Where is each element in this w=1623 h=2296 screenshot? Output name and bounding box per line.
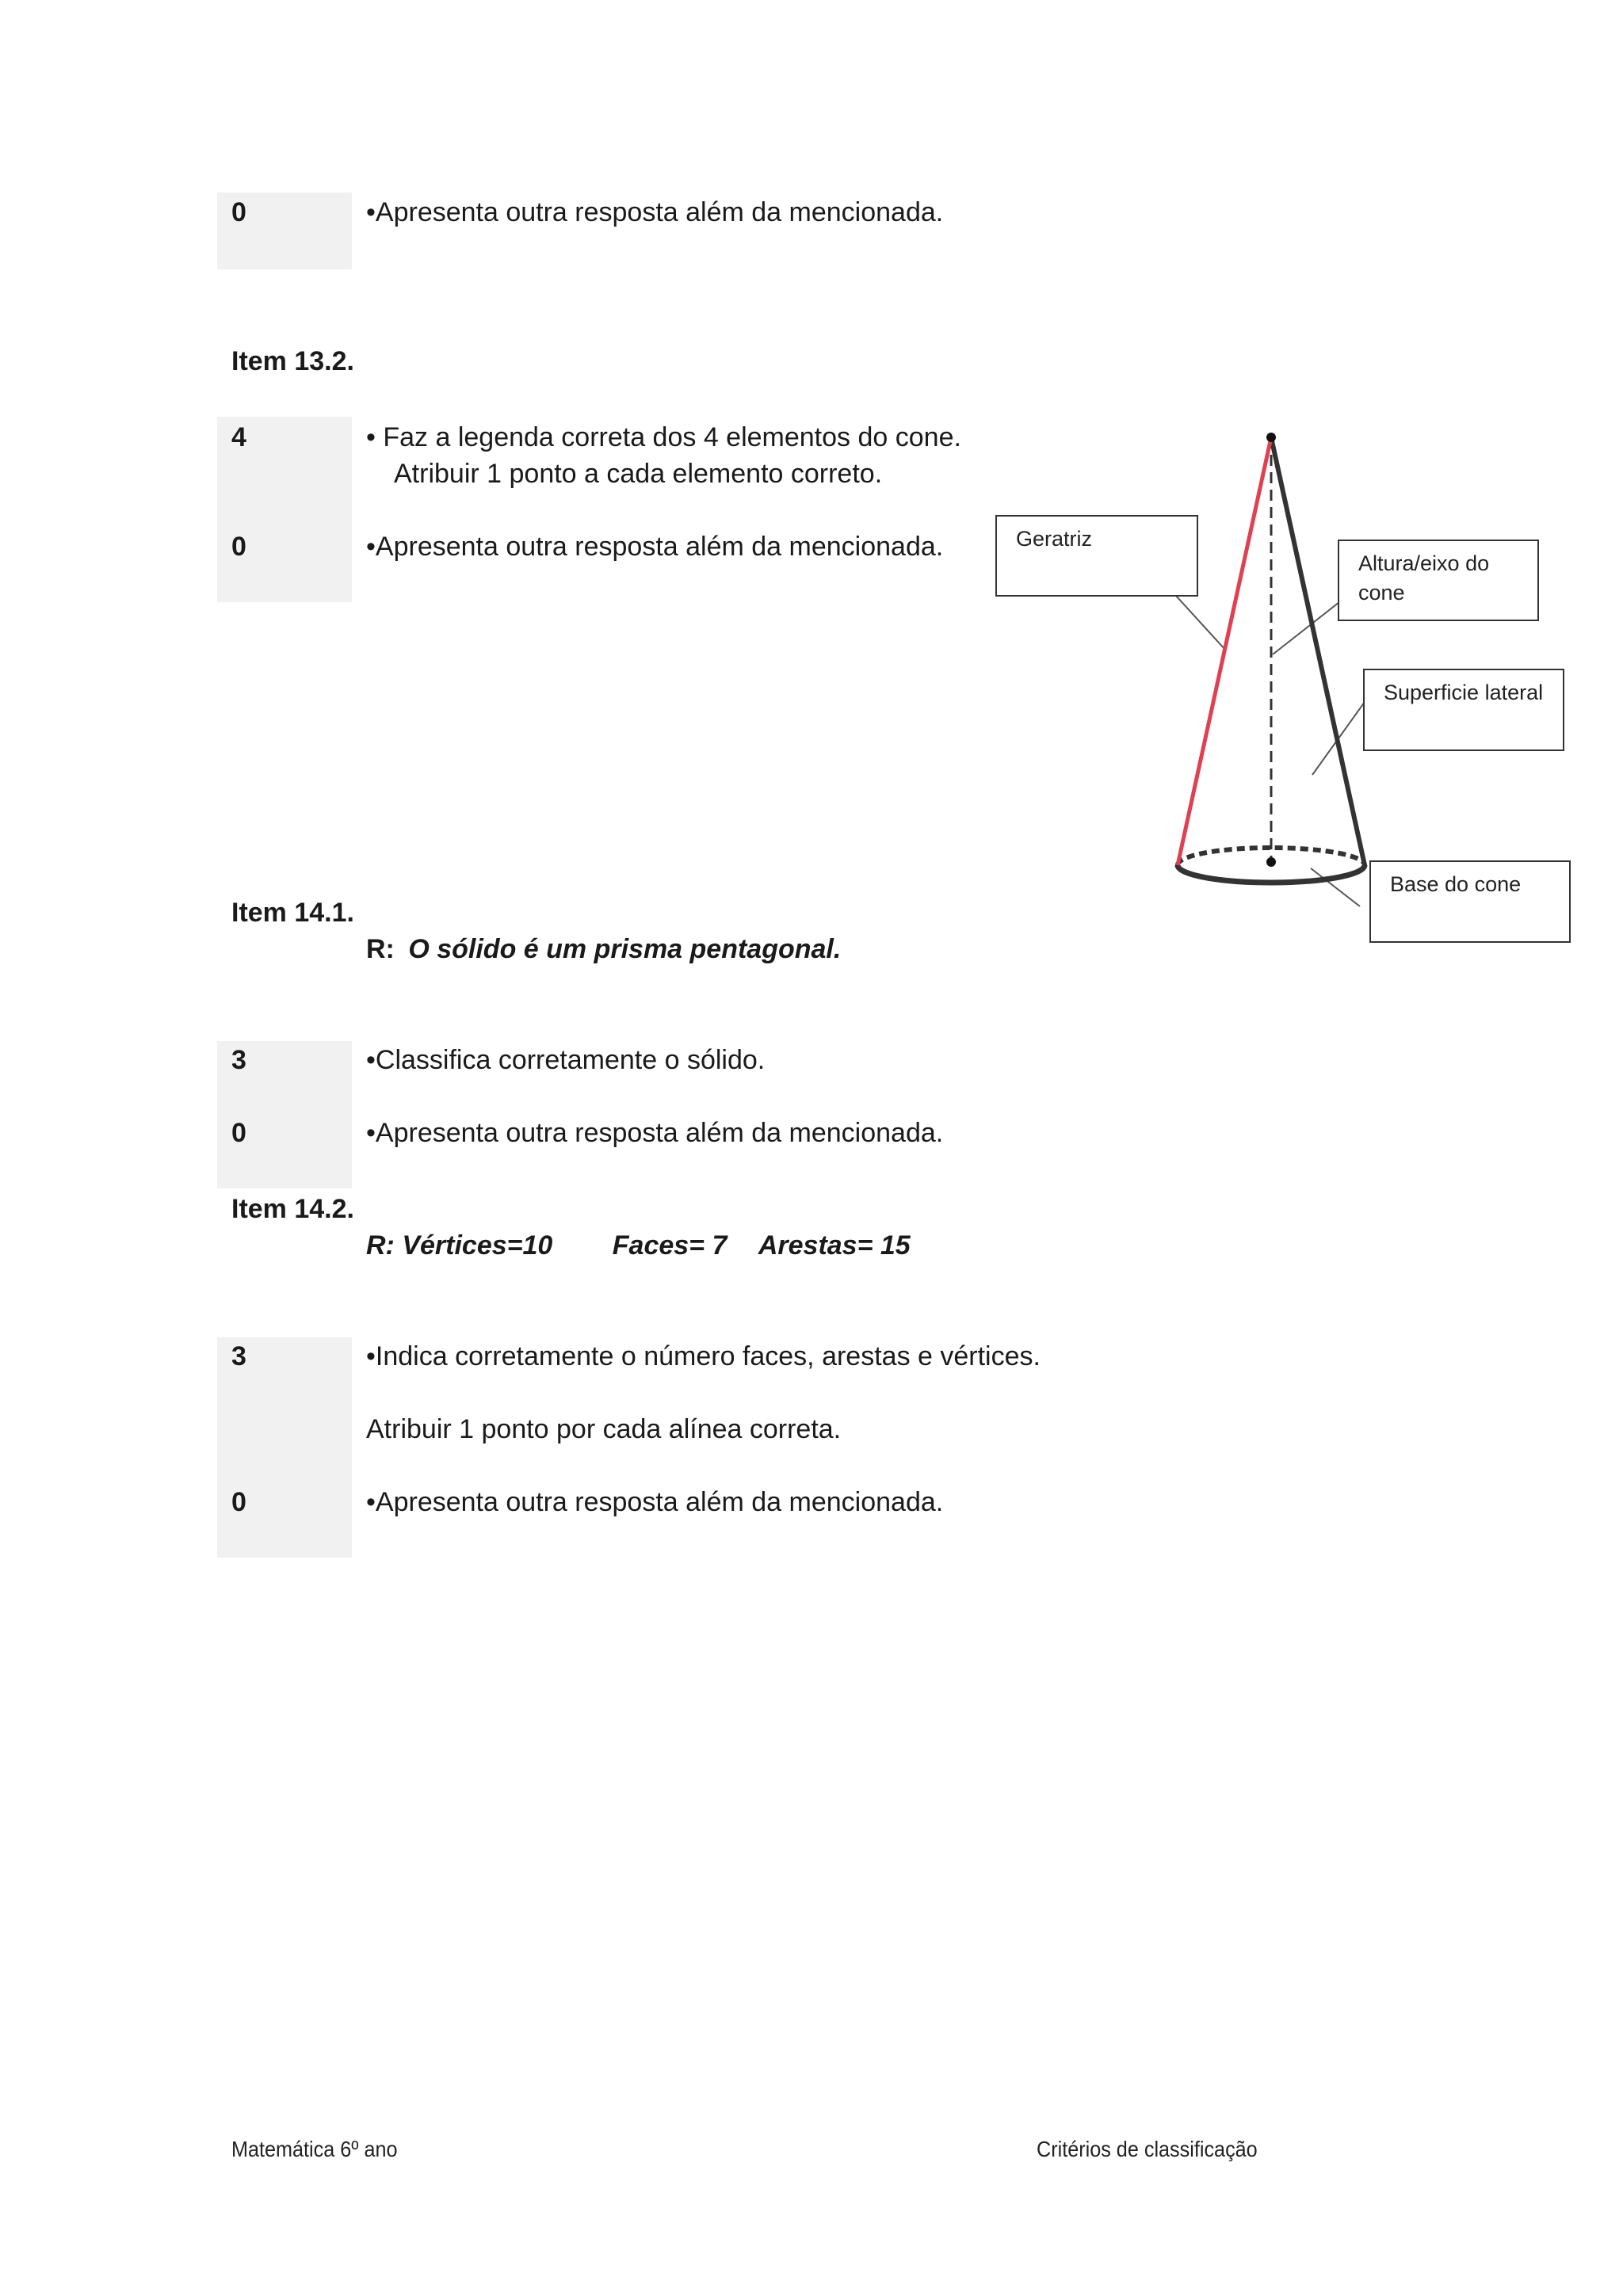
criterion-note: Atribuir 1 ponto a cada elemento correto. [394, 459, 883, 489]
leader-line-geratriz [1176, 596, 1225, 650]
cone-base-center [1266, 857, 1276, 867]
criterion-text: •Apresenta outra resposta além da mencionada. [366, 532, 944, 562]
answer-faces: Faces= 7 [612, 1230, 727, 1261]
criterion-text: •Indica corretamente o número faces, arestas e vértices. [366, 1341, 1041, 1371]
item-14-2-answer [366, 1230, 911, 1261]
answer-text: O sólido é um prisma pentagonal. [408, 934, 842, 964]
item-14-1-title: Item 14.1. [231, 898, 354, 928]
label-superficie-lateral: Superficie lateral [1363, 669, 1564, 751]
item-14-1-answer [366, 933, 841, 965]
criterion-text: •Apresenta outra resposta além da mencionada. [366, 1487, 944, 1517]
leader-line-altura [1273, 602, 1339, 654]
cone-base-front-edge [1178, 865, 1365, 883]
criterion-text: • Faz a legenda correta dos 4 elementos do cone. [366, 422, 961, 452]
cone-apex-point [1266, 433, 1276, 442]
criterion-text: •Apresenta outra resposta além da mencionada. [366, 1118, 944, 1148]
item-13-2-title: Item 13.2. [231, 346, 354, 376]
answer-prefix: R: [366, 934, 395, 964]
label-geratriz: Geratriz [995, 515, 1198, 597]
criterion-note: Atribuir 1 ponto por cada alínea correta. [366, 1414, 842, 1444]
answer-vertices: R: Vértices=10 [366, 1230, 553, 1261]
criterion-text: •Apresenta outra resposta além da mencionada. [366, 197, 944, 227]
score-value: 0 [231, 532, 246, 562]
answer-arestas: Arestas= 15 [758, 1230, 911, 1261]
footer-right: Critérios de classificação [1037, 2137, 1258, 2161]
item-14-2-title: Item 14.2. [231, 1194, 354, 1224]
score-value: 0 [231, 197, 246, 227]
score-value: 3 [231, 1045, 246, 1075]
label-base-do-cone: Base do cone [1369, 860, 1571, 943]
cone-generatrix [1178, 437, 1271, 865]
score-value: 0 [231, 1487, 246, 1517]
score-value: 0 [231, 1118, 246, 1148]
score-value: 4 [231, 422, 246, 452]
label-altura-eixo: Altura/eixo do cone [1338, 540, 1539, 621]
cone-right-edge [1271, 437, 1365, 865]
score-value: 3 [231, 1341, 246, 1371]
footer-left: Matemática 6º ano [231, 2137, 398, 2161]
criterion-text: •Classifica corretamente o sólido. [366, 1045, 766, 1075]
